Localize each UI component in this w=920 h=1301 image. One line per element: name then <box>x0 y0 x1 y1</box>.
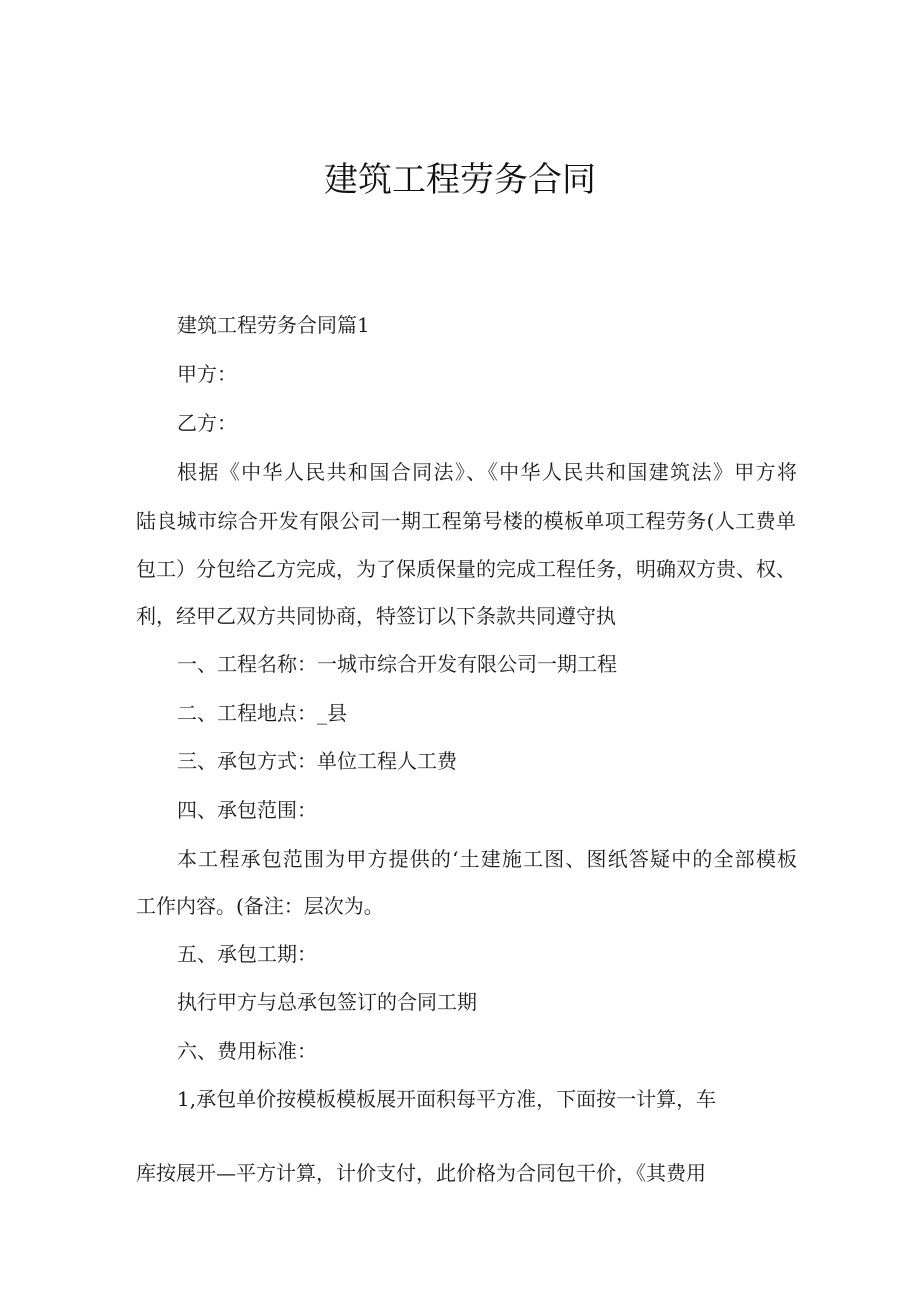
paragraph-line: 根据《中华人民共和国合同法》、《中华人民共和国建筑法》甲方将 <box>177 460 797 484</box>
paragraph-line: 执行甲方与总承包签订的合同工期 <box>177 990 477 1014</box>
paragraph-line: 利，经甲乙双方共同协商，特签订以下条款共同遵守执 <box>136 604 616 628</box>
paragraph-line: 工作内容。(备注：层次为。 <box>136 894 384 918</box>
paragraph-line: 1,承包单价按模板模板展开面积每平方准，下面按一计算，车 <box>177 1087 717 1111</box>
section-heading: 建筑工程劳务合同篇1 <box>177 313 370 337</box>
paragraph-line: 陆良城市综合开发有限公司一期工程第号楼的模板单项工程劳务(人工费单 <box>136 509 796 533</box>
party-a-label: 甲方： <box>177 362 237 386</box>
document-title: 建筑工程劳务合同 <box>324 160 596 200</box>
party-b-label: 乙方： <box>177 411 237 435</box>
paragraph-line: 库按展开—平方计算，计价支付，此价格为合同包干价，《其费用 <box>136 1161 706 1185</box>
clause-project-name: 一、工程名称：一城市综合开发有限公司一期工程 <box>177 652 617 676</box>
clause-contract-period: 五、承包工期： <box>177 942 317 966</box>
paragraph-line: 本工程承包范围为甲方提供的‘土建施工图、图纸答疑中的全部模板 <box>177 847 797 871</box>
clause-project-location: 二、工程地点：_县 <box>177 701 347 725</box>
clause-contract-method: 三、承包方式：单位工程人工费 <box>177 749 457 773</box>
clause-fee-standard: 六、费用标准： <box>177 1039 317 1063</box>
paragraph-line: 包工）分包给乙方完成，为了保质保量的完成工程任务，明确双方贵、权、 <box>136 557 796 581</box>
clause-contract-scope: 四、承包范围： <box>177 798 317 822</box>
